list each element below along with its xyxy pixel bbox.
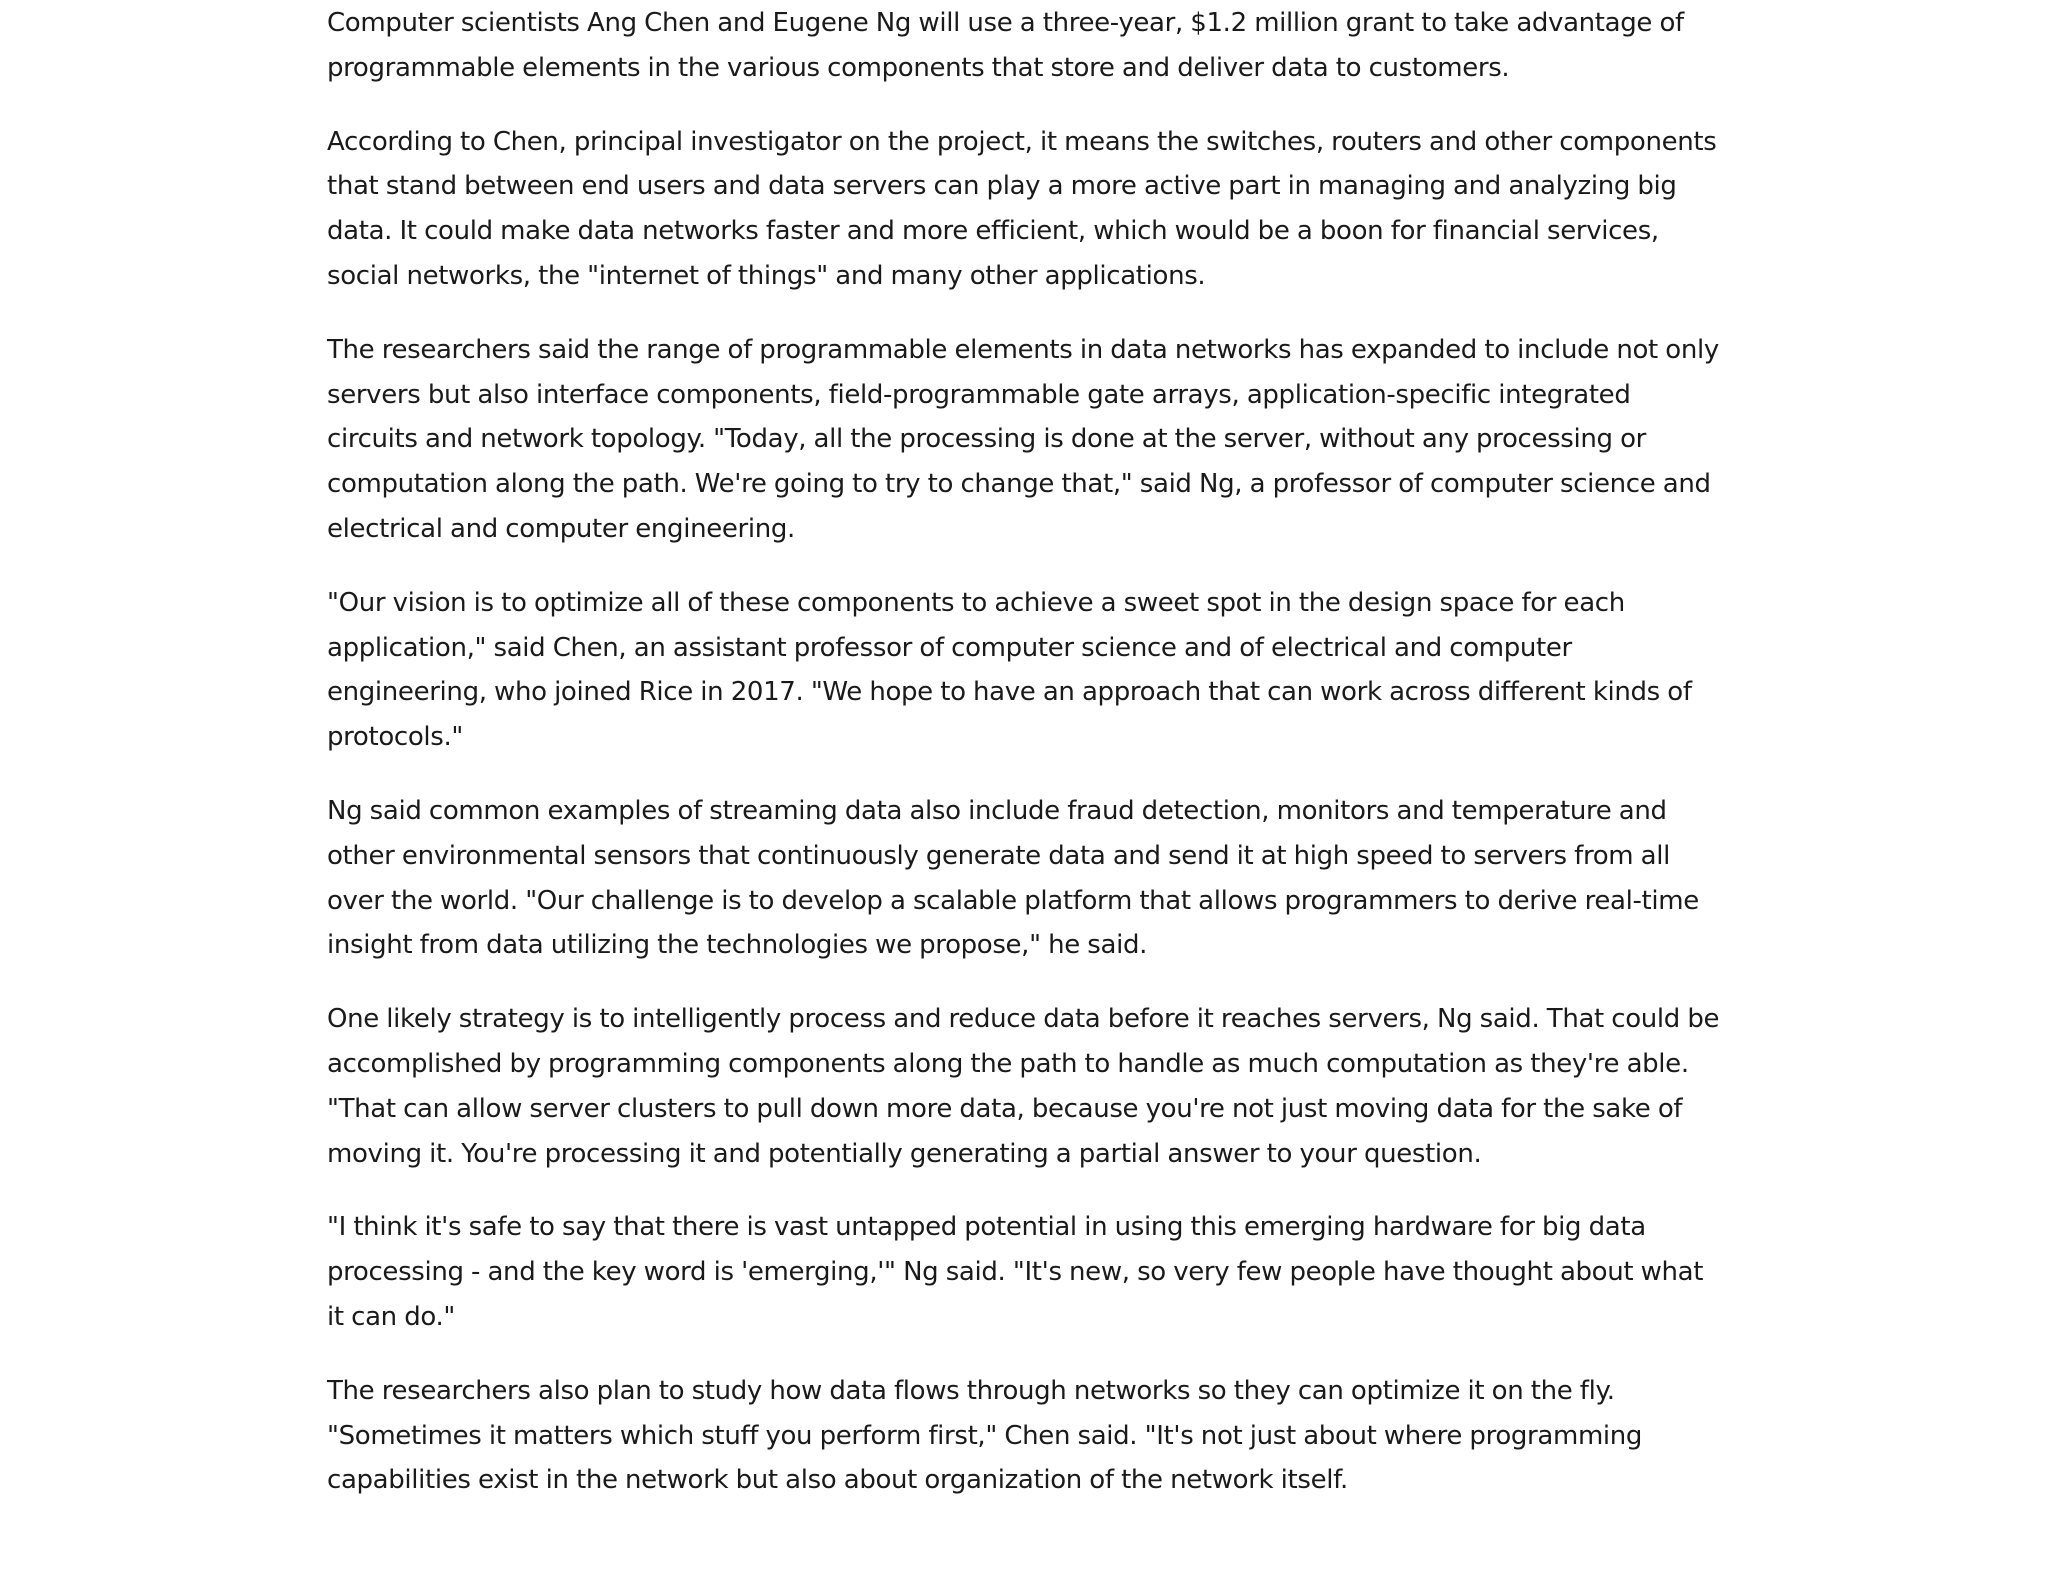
article-paragraph-4: "Our vision is to optimize all of these components to achieve a sweet spot in the design space for each application," said Chen, an assistant professor of computer science and of electrical and computer engineering, who joined Rice in 2017. "We hope to have an approach that can work across different kinds of protocols."	[327, 587, 1692, 753]
article-paragraph-2: According to Chen, principal investigator on the project, it means the switches, routers and other components that stand between end users and data servers can play a more active part in managing and analyzing big data. It could make data networks faster and more efficient, which would be a boon for financial services, social networks, the "internet of things" and many other applications.	[327, 126, 1717, 291]
article-paragraph-5: Ng said common examples of streaming data also include fraud detection, monitors and temperature and other environmental sensors that continuously generate data and send it at high speed to servers from all over the world. "Our challenge is to develop a scalable platform that allows programmers to derive real-time insight from data utilizing the technologies we propose," he said.	[327, 795, 1699, 961]
article-paragraph-8: The researchers also plan to study how data flows through networks so they can optimize it on the fly. "Sometimes it matters which stuff you perform first," Chen said. "It's not just about where programming capabilities exist in the network but also about organization of the network itself.	[327, 1375, 1643, 1496]
article-paragraph-6: One likely strategy is to intelligently process and reduce data before it reaches servers, Ng said. That could be accomplished by programming components along the path to handle as much computation as they're able. "That can allow server clusters to pull down more data, because you're not just moving data for the sake of moving it. You're processing it and potentially generating a partial answer to your question.	[327, 1004, 1720, 1169]
article-paragraph-1: Computer scientists Ang Chen and Eugene Ng will use a three-year, $1.2 million grant to take advantage of programmable elements in the various components that store and deliver data to customers.	[327, 8, 1684, 83]
article-paragraph-7: "I think it's safe to say that there is vast untapped potential in using this emerging hardware for big data processing - and the key word is 'emerging,'" Ng said. "It's new, so very few people have thought about what it can do."	[327, 1212, 1704, 1332]
article-paragraph-3: The researchers said the range of programmable elements in data networks has expanded to include not only servers but also interface components, field-programmable gate arrays, application-specific integrated circuits and network topology. "Today, all the processing is done at the server, without any processing or computation along the path. We're going to try to change that," said Ng, a professor of computer science and electrical and computer engineering.	[327, 334, 1719, 544]
article-body	[327, 0, 1727, 1532]
